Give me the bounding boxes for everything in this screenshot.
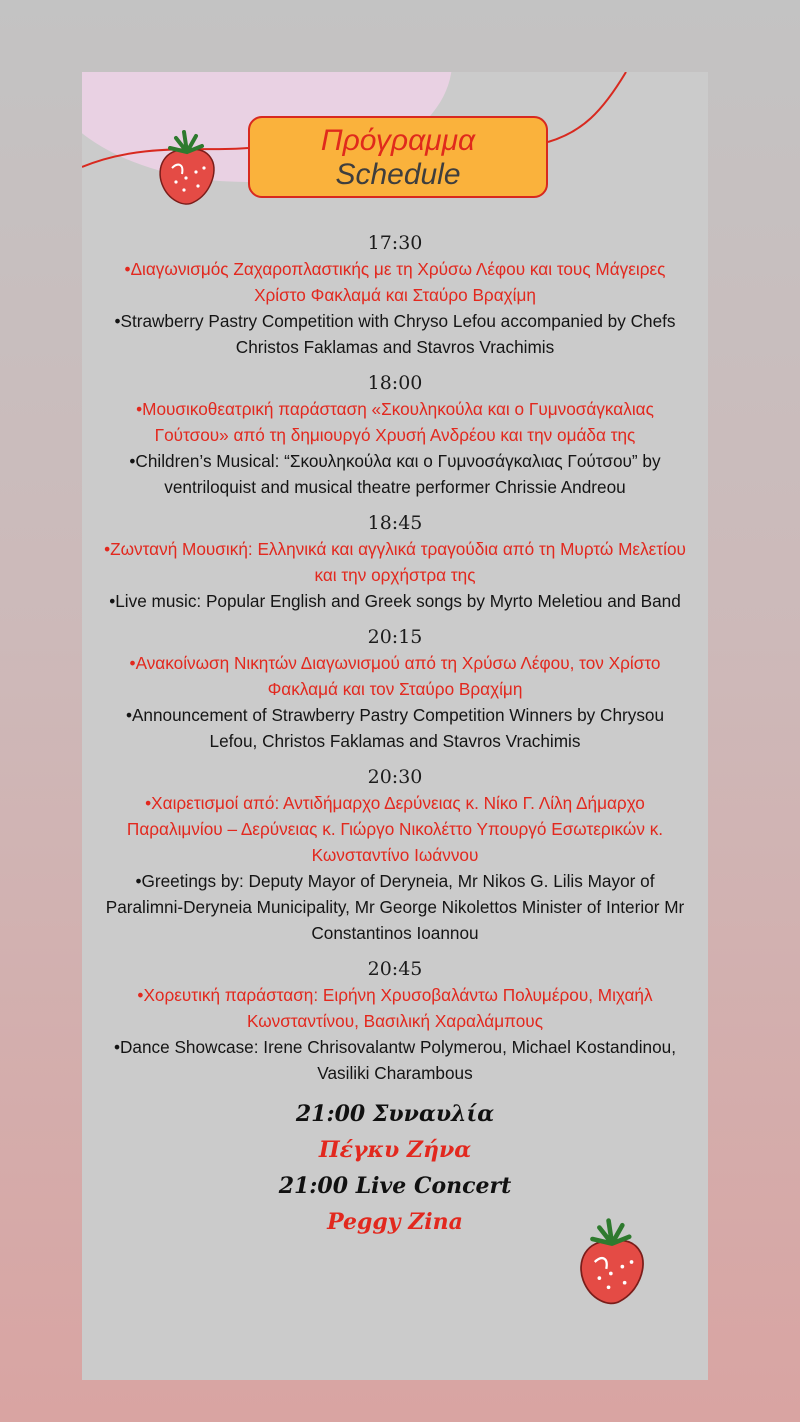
schedule-english: •Announcement of Strawberry Pastry Competition Winners by Chrysou Lefou, Christos Faklamas and Stavros Vrachimis (125, 705, 665, 751)
schedule-list (82, 227, 708, 1240)
schedule-item (82, 370, 708, 500)
strawberry-icon (574, 1216, 650, 1308)
concert-artist-english: Peggy Zina (327, 1209, 463, 1235)
schedule-english: •Dance Showcase: Irene Chrisovalantw Polymerou, Michael Kostandinou, Vasiliki Charambous (113, 1037, 677, 1083)
schedule-poster (82, 72, 708, 1380)
concert-time-greek: 21:00 Συναυλία (295, 1101, 495, 1127)
schedule-english: •Greetings by: Deputy Mayor of Deryneia, Mr Nikos G. Lilis Mayor of Paralimni-Deryneia Municipality, Mr George Nikolettos Minister of Interior Mr Constantinos Ioannou (105, 871, 685, 943)
concert-artist-greek: Πέγκυ Ζήνα (318, 1137, 472, 1163)
schedule-time: 20:45 (367, 958, 423, 980)
schedule-time: 18:45 (367, 512, 423, 534)
schedule-time: 18:00 (367, 372, 423, 394)
schedule-english: •Strawberry Pastry Competition with Chryso Lefou accompanied by Chefs Christos Faklamas and Stavros Vrachimis (114, 311, 676, 357)
schedule-greek: •Ζωντανή Μουσική: Ελληνικά και αγγλικά τραγούδια από τη Μυρτώ Μελετίου και την ορχήστρα της (104, 539, 686, 585)
title-english: Schedule (335, 158, 461, 191)
schedule-time: 17:30 (367, 232, 423, 254)
title-greek: Πρόγραμμα (320, 124, 476, 157)
schedule-english: •Live music: Popular English and Greek songs by Myrto Meletiou and Band (109, 591, 681, 611)
schedule-time: 20:15 (367, 626, 423, 648)
schedule-item (82, 764, 708, 946)
schedule-english: •Children’s Musical: “Σκουληκούλα και ο Γυμνοσάγκαλιας Γούτσου” by ventriloquist and musical theatre performer Chrissie Andreou (129, 451, 661, 497)
schedule-greek: •Διαγωνισμός Ζαχαροπλαστικής με τη Χρύσω Λέφου και τους Μάγειρες Χρίστο Φακλαμά και Σταύρο Βραχίμη (124, 259, 666, 305)
title-box (248, 116, 548, 198)
schedule-time: 20:30 (367, 766, 423, 788)
schedule-greek: •Χαιρετισμοί από: Αντιδήμαρχο Δερύνειας κ. Νίκο Γ. Λίλη Δήμαρχο Παραλιμνίου – Δερύνειας κ. Γιώργο Νικολέττο Υπουργό Εσωτερικών κ. Κωνσταντίνο Ιωάννου (126, 793, 664, 865)
schedule-item (82, 956, 708, 1086)
schedule-greek: •Μουσικοθεατρική παράσταση «Σκουληκούλα και ο Γυμνοσάγκαλιας Γούτσου» από τη δημιουργό Χρυσή Ανδρέου και την ομάδα της (136, 399, 654, 445)
schedule-item (82, 230, 708, 360)
schedule-item (82, 624, 708, 754)
strawberry-icon (154, 128, 220, 208)
concert-time-english: 21:00 Live Concert (278, 1173, 512, 1199)
schedule-item (82, 510, 708, 614)
schedule-greek: •Ανακοίνωση Νικητών Διαγωνισμού από τη Χρύσω Λέφου, τον Χρίστο Φακλαμά και τον Σταύρο Βραχίμη (129, 653, 661, 699)
schedule-greek: •Χορευτική παράσταση: Ειρήνη Χρυσοβαλάντω Πολυμέρου, Μιχαήλ Κωνσταντίνου, Βασιλική Χαραλάμπους (137, 985, 653, 1031)
